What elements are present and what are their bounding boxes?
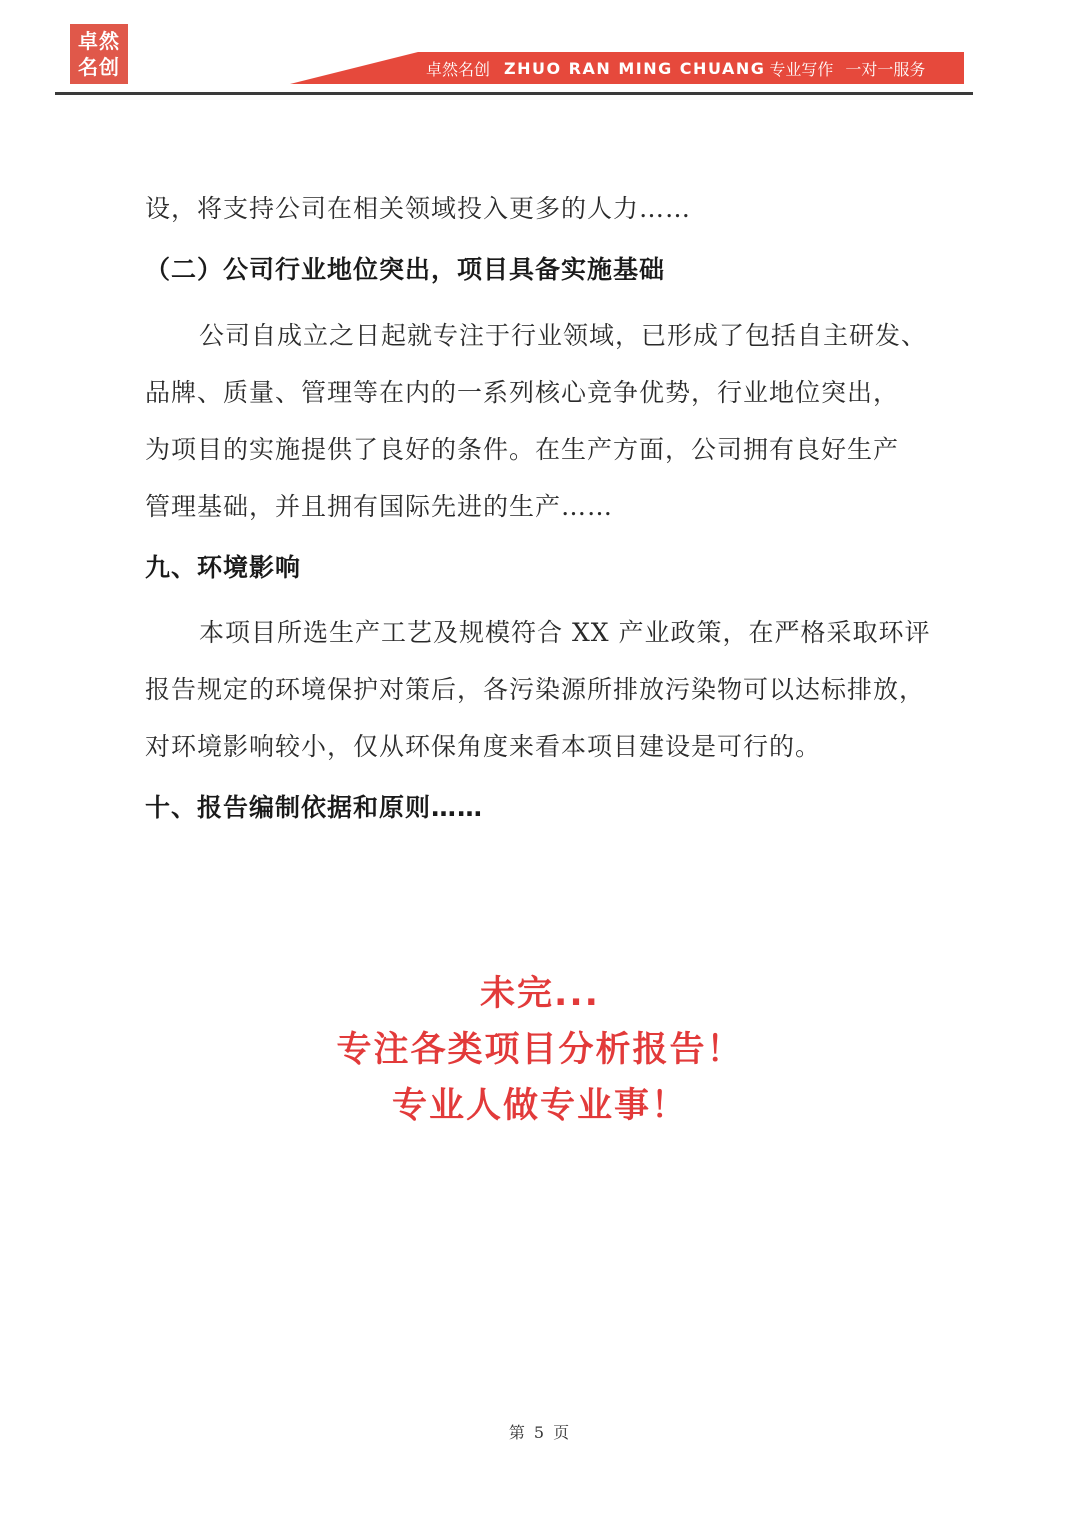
continued-paragraph: 设，将支持公司在相关领域投入更多的人力……	[145, 194, 692, 223]
notice-slogan-1: 专注各类项目分析报告！	[336, 1030, 744, 1070]
section-heading-10: 十、报告编制依据和原则……	[145, 793, 484, 822]
notice-slogan-2: 专业人做专业事！	[391, 1086, 688, 1126]
brand-name-en: ZHUO RAN MING CHUANG	[504, 58, 766, 78]
paragraph-line: 为项目的实施提供了良好的条件。在生产方面，公司拥有良好生产	[145, 435, 900, 464]
paragraph-line: 本项目所选生产工艺及规模符合 XX 产业政策，在严格采取环评	[199, 618, 931, 647]
banner-wedge	[290, 52, 418, 84]
paragraph-line: 管理基础，并且拥有国际先进的生产……	[145, 492, 614, 521]
paragraph-line: 对环境影响较小，仅从环保角度来看本项目建设是可行的。	[145, 732, 822, 761]
header-banner	[418, 52, 964, 84]
paragraph-line: 报告规定的环境保护对策后，各污染源所排放污染物可以达标排放，	[145, 675, 926, 704]
header-divider	[55, 92, 973, 95]
brand-name-cn: 卓然名创	[426, 59, 491, 79]
logo-text-line2: 名创	[78, 55, 120, 79]
paragraph-line: 品牌、质量、管理等在内的一系列核心竞争优势，行业地位突出，	[145, 378, 900, 407]
logo-text-line1: 卓然	[78, 29, 120, 53]
service-label: 专业写作	[769, 59, 834, 79]
section-heading-9: 九、环境影响	[145, 553, 302, 582]
page-number: 第 5 页	[508, 1423, 572, 1442]
paragraph-line: 公司自成立之日起就专注于行业领域，已形成了包括自主研发、	[199, 321, 928, 350]
service-label-2: 一对一服务	[845, 59, 926, 79]
notice-unfinished: 未完...	[480, 974, 600, 1014]
section-heading-2: （二）公司行业地位突出，项目具备实施基础	[145, 255, 666, 284]
brand-logo	[70, 24, 128, 84]
